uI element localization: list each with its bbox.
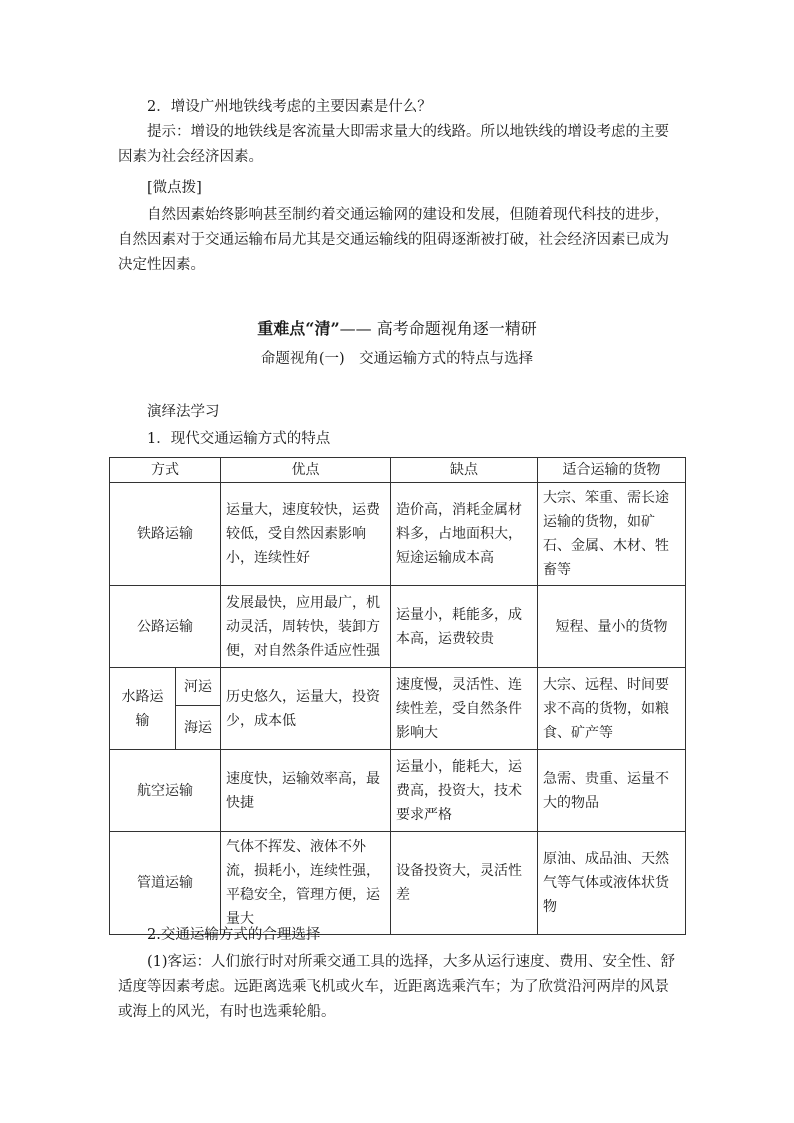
header-pros: 优点 <box>221 458 391 483</box>
table-row-road <box>110 586 686 668</box>
item1-title: 1．现代交通运输方式的特点 <box>147 431 331 447</box>
road-goods: 短程、量小的货物 <box>538 586 686 668</box>
item2-passenger: (1)客运：人们旅行时对所乘交通工具的选择，大多从运行速度、费用、安全性、舒适度等因素考虑。远距离选乘飞机或火车，近距离选乘汽车；为了欣赏沿河两岸的风景或海上的风光，有时也选乘轮船。 <box>118 954 676 1020</box>
section-heading-rest: —— 高考命题视角逐一精研 <box>339 319 537 338</box>
table-row-air <box>110 750 686 832</box>
air-pros: 速度快，运输效率高，最快捷 <box>221 750 391 832</box>
section-heading-bold: 重难点“清” <box>257 319 340 338</box>
header-mode: 方式 <box>110 458 221 483</box>
question-2: 2．增设广州地铁线考虑的主要因素是什么？ <box>147 99 432 115</box>
water-sub-sea: 海运 <box>176 706 221 750</box>
pipe-name: 管道运输 <box>110 832 221 935</box>
rail-goods: 大宗、笨重、需长途运输的货物，如矿石、金属、木材、牲畜等 <box>538 483 686 586</box>
transport-table <box>109 457 686 935</box>
water-sub-river: 河运 <box>176 668 221 706</box>
tip-note: 自然因素始终影响甚至制约着交通运输网的建设和发展，但随着现代科技的进步，自然因素对于交通运输布局尤其是交通运输线的阻碍逐渐被打破，社会经济因素已成为决定性因素。 <box>118 207 669 273</box>
air-goods: 急需、贵重、运量不大的物品 <box>538 750 686 832</box>
pipe-cons: 设备投资大，灵活性差 <box>391 832 538 935</box>
section-subtitle: 命题视角(一) 交通运输方式的特点与选择 <box>260 351 534 367</box>
water-pros: 历史悠久，运量大，投资少，成本低 <box>221 668 391 750</box>
table-header-row <box>110 458 686 483</box>
header-cons: 缺点 <box>391 458 538 483</box>
road-pros: 发展最快，应用最广，机动灵活，周转快，装卸方便，对自然条件适应性强 <box>221 586 391 668</box>
hint-text: 提示：增设的地铁线是客流量大即需求量大的线路。所以地铁线的增设考虑的主要因素为社会经济因素。 <box>118 124 669 165</box>
rail-pros: 运量大，速度较快，运费较低，受自然因素影响小，连续性好 <box>221 483 391 586</box>
table-row-rail <box>110 483 686 586</box>
road-name: 公路运输 <box>110 586 221 668</box>
pipe-goods: 原油、成品油、天然气等气体或液体状货物 <box>538 832 686 935</box>
water-goods: 大宗、远程、时间要求不高的货物，如粮食、矿产等 <box>538 668 686 750</box>
water-name: 水路运输 <box>110 668 176 750</box>
road-cons: 运量小，耗能多，成本高，运费较贵 <box>391 586 538 668</box>
pipe-pros: 气体不挥发、液体不外流，损耗小，连续性强，平稳安全，管理方便，运量大 <box>221 832 391 935</box>
section-heading <box>0 316 794 339</box>
item2-title: 2.交通运输方式的合理选择 <box>147 927 321 943</box>
table-row-pipe <box>110 832 686 935</box>
rail-cons: 造价高，消耗金属材料多，占地面积大，短途运输成本高 <box>391 483 538 586</box>
tip-tag: [微点拨] <box>147 180 202 196</box>
water-cons: 速度慢，灵活性、连续性差，受自然条件影响大 <box>391 668 538 750</box>
air-cons: 运量小，能耗大，运费高，投资大，技术要求严格 <box>391 750 538 832</box>
air-name: 航空运输 <box>110 750 221 832</box>
rail-name: 铁路运输 <box>110 483 221 586</box>
method-label: 演绎法学习 <box>147 404 220 420</box>
table-row-water-river <box>110 668 686 706</box>
header-goods: 适合运输的货物 <box>538 458 686 483</box>
